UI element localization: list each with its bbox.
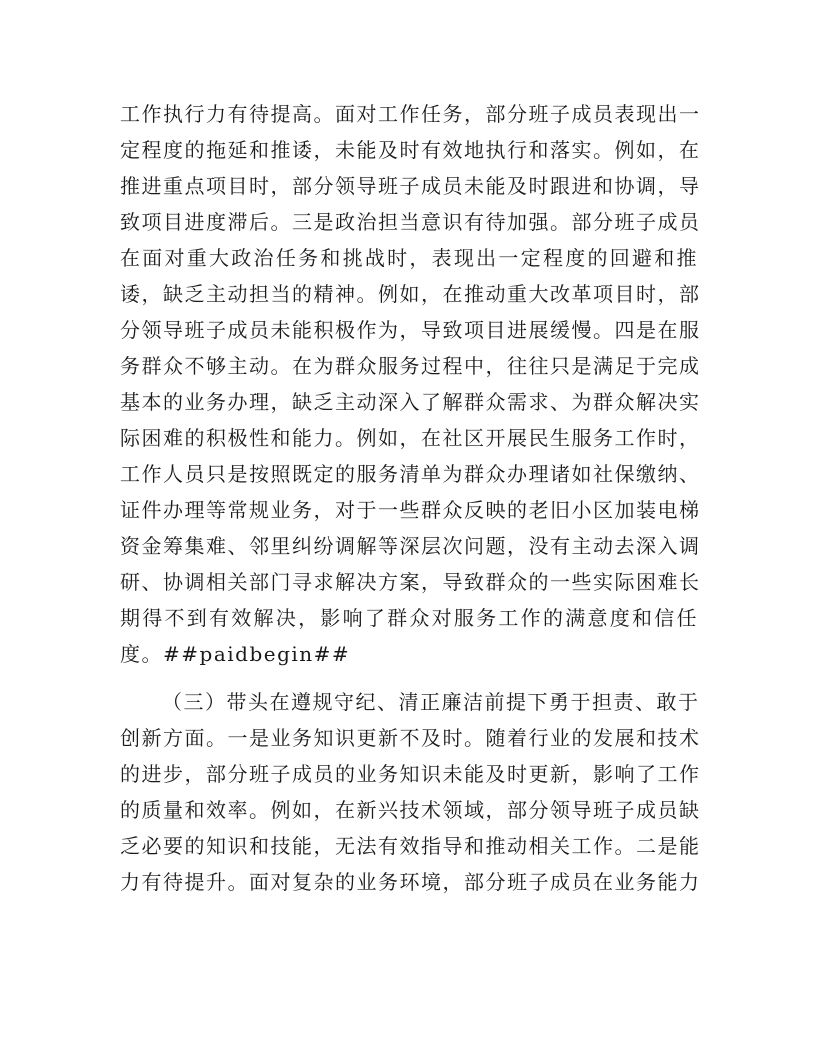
text-line: 的质量和效率。例如，在新兴技术领域，部分领导班子成员缺 bbox=[120, 798, 701, 822]
text-line: 乏必要的知识和技能，无法有效指导和推动相关工作。二是能 bbox=[120, 834, 701, 858]
text-line-indented: （三）带头在遵规守纪、清正廉洁前提下勇于担责、敢于 bbox=[162, 690, 700, 714]
text-line: 推进重点项目时，部分领导班子成员未能及时跟进和协调，导 bbox=[120, 174, 701, 198]
paragraph-section-three bbox=[120, 684, 701, 900]
text-line: 创新方面。一是业务知识更新不及时。随着行业的发展和技术 bbox=[120, 726, 701, 750]
text-line: 期得不到有效解决，影响了群众对服务工作的满意度和信任 bbox=[120, 606, 698, 630]
text-line: 际困难的积极性和能力。例如，在社区开展民生服务工作时， bbox=[120, 426, 701, 450]
text-line: 基本的业务办理，缺乏主动深入了解群众需求、为群众解决实 bbox=[120, 390, 701, 414]
text-line: 研、协调相关部门寻求解决方案，导致群众的一些实际困难长 bbox=[120, 570, 701, 594]
text-line: 致项目进度滞后。三是政治担当意识有待加强。部分班子成员 bbox=[120, 210, 701, 234]
text-line: 工作人员只是按照既定的服务清单为群众办理诸如社保缴纳、 bbox=[120, 462, 701, 486]
paragraph-continued bbox=[120, 96, 701, 672]
text-line: 资金筹集难、邻里纠纷调解等深层次问题，没有主动去深入调 bbox=[120, 534, 701, 558]
text-line: 力有待提升。面对复杂的业务环境，部分班子成员在业务能力 bbox=[120, 870, 701, 894]
text-line-last: 度。##paidbegin## bbox=[120, 642, 351, 666]
text-line: 的进步，部分班子成员的业务知识未能及时更新，影响了工作 bbox=[120, 762, 701, 786]
text-line: 证件办理等常规业务，对于一些群众反映的老旧小区加装电梯 bbox=[120, 498, 701, 522]
text-line: 分领导班子成员未能积极作为，导致项目进展缓慢。四是在服 bbox=[120, 318, 701, 342]
document-page bbox=[120, 96, 701, 900]
text-line: 定程度的拖延和推诿，未能及时有效地执行和落实。例如，在 bbox=[120, 138, 701, 162]
text-line: 在面对重大政治任务和挑战时，表现出一定程度的回避和推 bbox=[120, 246, 698, 270]
text-line: 务群众不够主动。在为群众服务过程中，往往只是满足于完成 bbox=[120, 354, 701, 378]
text-line: 诿，缺乏主动担当的精神。例如，在推动重大改革项目时，部 bbox=[120, 282, 701, 306]
text-line: 工作执行力有待提高。面对工作任务，部分班子成员表现出一 bbox=[120, 102, 701, 126]
paragraph-gap bbox=[120, 672, 698, 684]
